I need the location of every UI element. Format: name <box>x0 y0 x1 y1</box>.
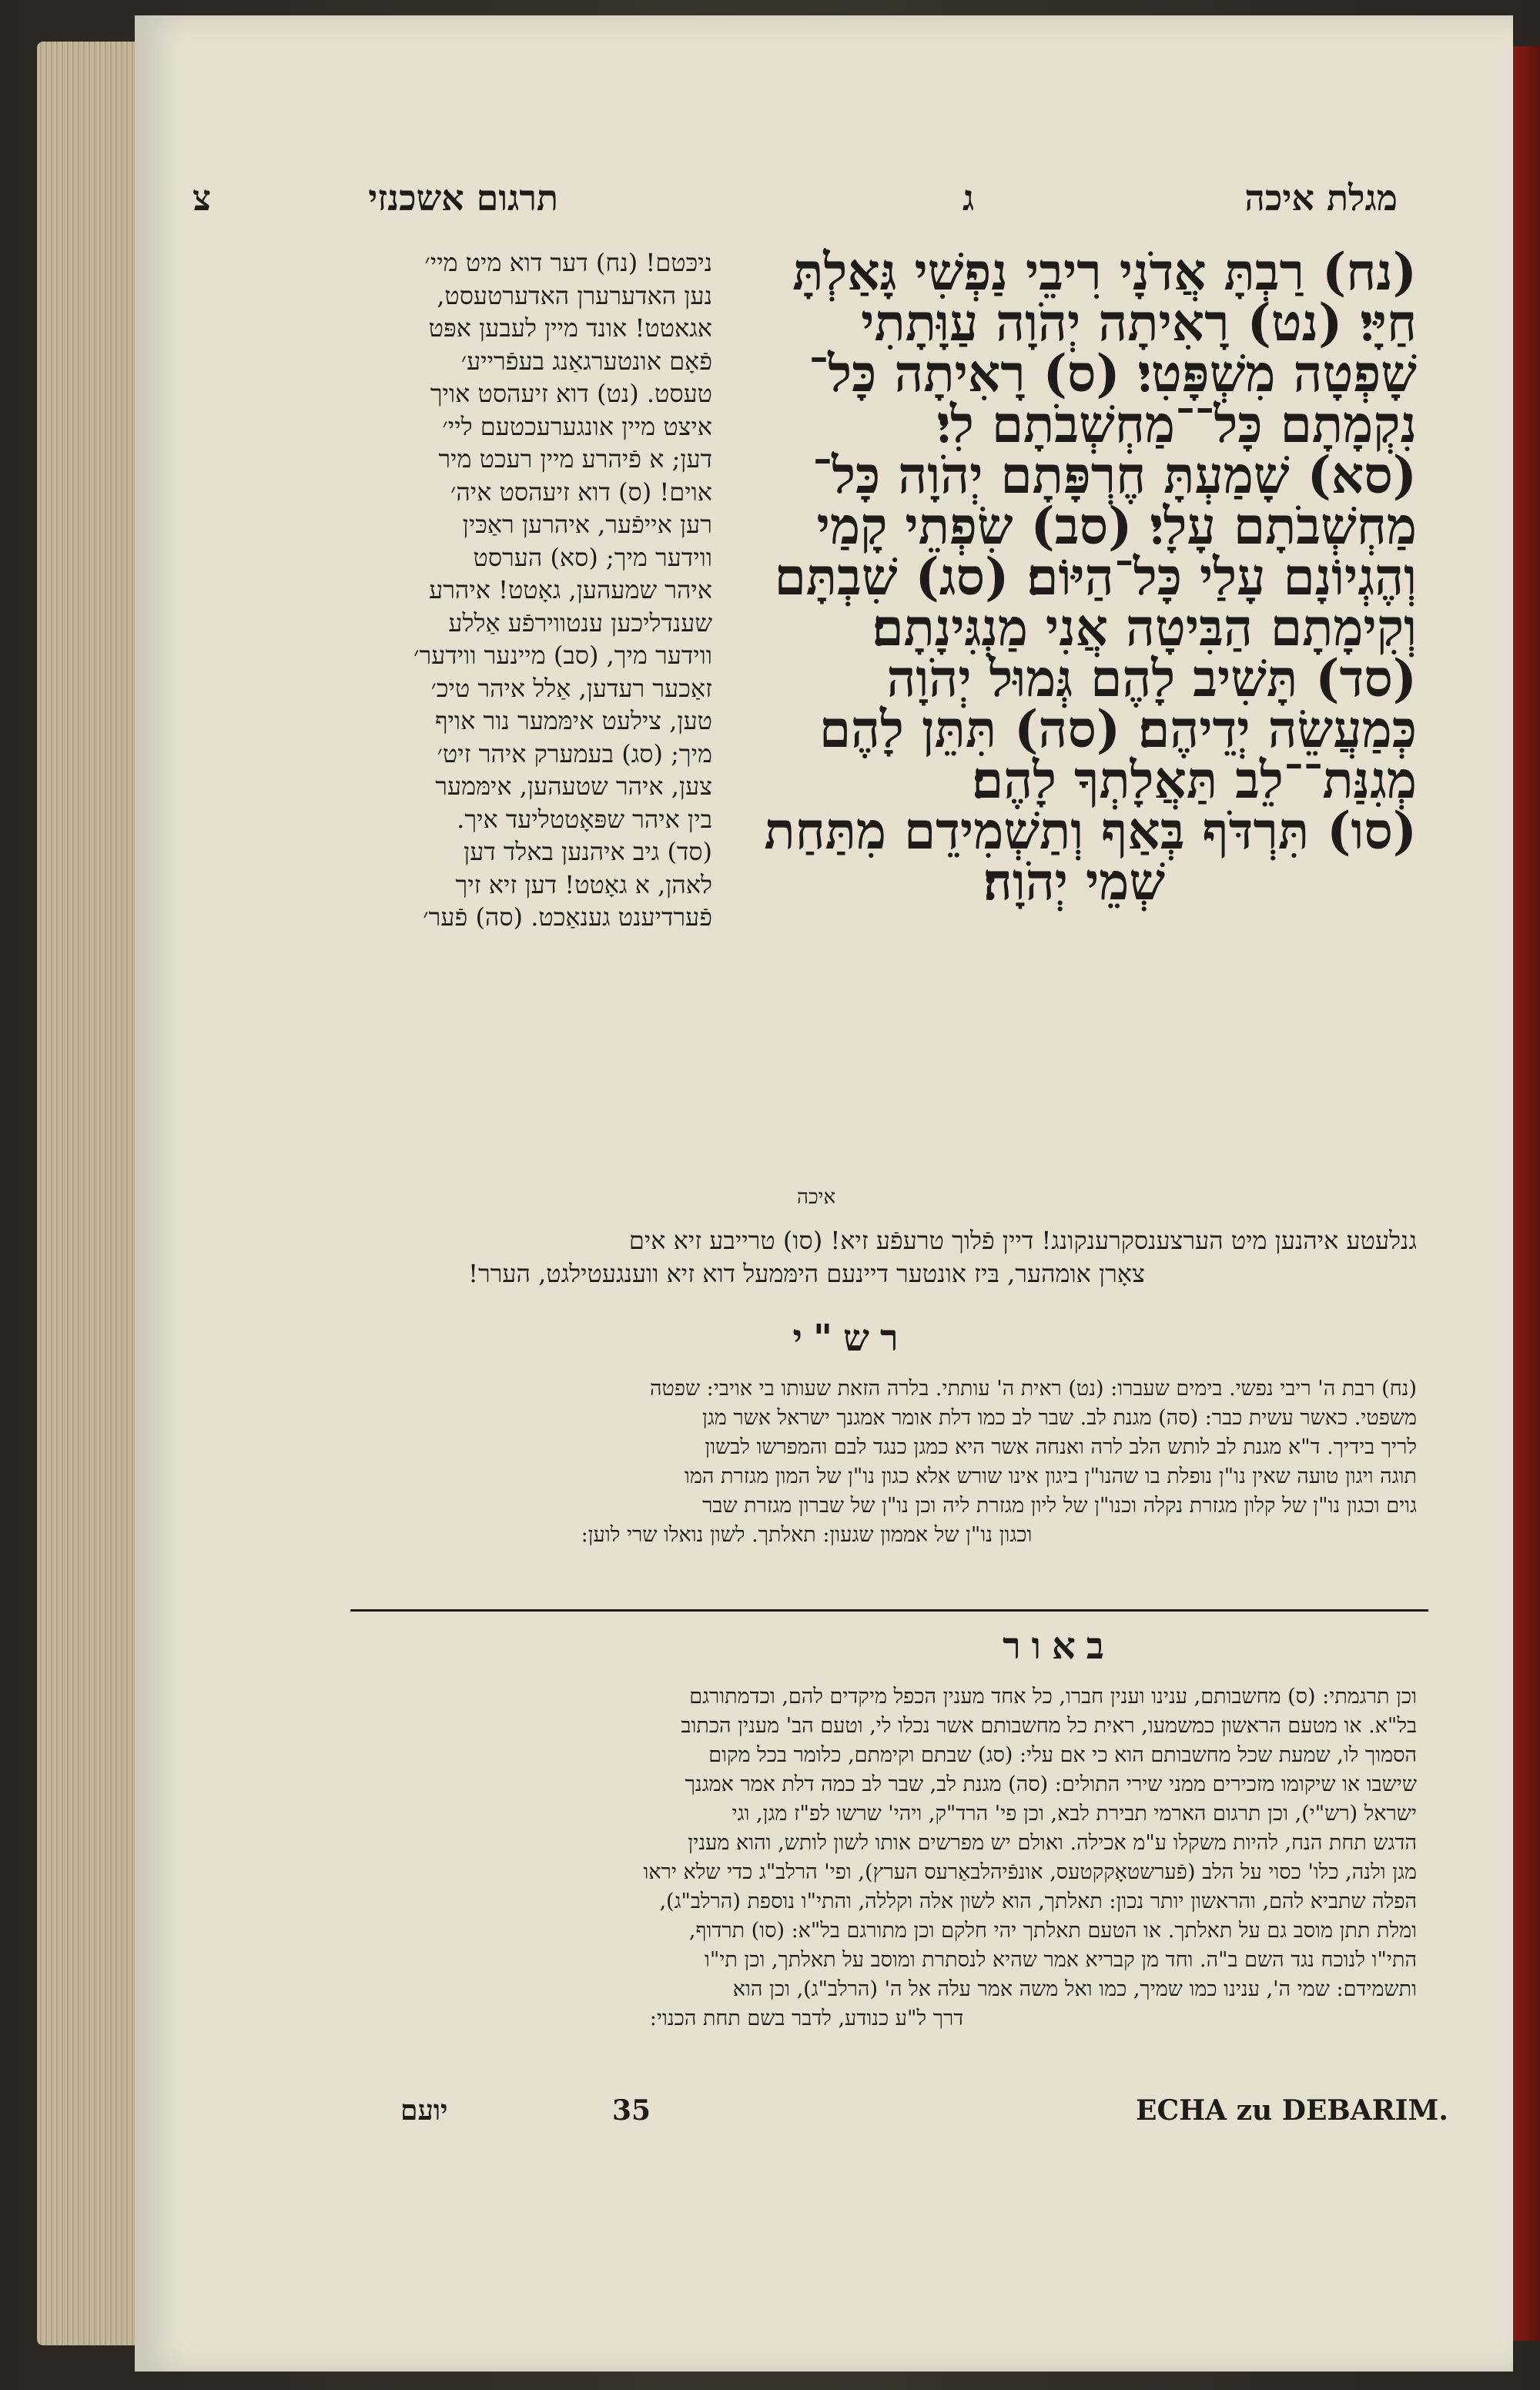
biur-line: ומלת תתן מוסב גם על תאלתך. או הטעם תאלתך יהי חלקם וכן מתורגם בל"א: (סו) תרדוף, <box>688 1919 1417 1943</box>
main-line: (נח) רַבְתָּ אֲדֹנָי רִיבֵי נַפְשִׁי גָּאַלְתָּ <box>792 242 1417 302</box>
biur-title: באור <box>1003 1625 1115 1668</box>
biur-commentary <box>196 1682 1417 2034</box>
header-left <box>196 177 558 219</box>
translation-line: רען אייפֿער, איהרען ראַכּין <box>462 510 712 539</box>
main-line: כְּמַעֲשֵׂה יְדֵיהֶם׃ (סה) תִּתֵּן לָהֶם <box>819 699 1417 759</box>
translation-line: ווידער מיך, (סב) מיינער ווידער׳ <box>413 641 712 670</box>
translation-line: אוים! (ס) דוא זיעהסט איה׳ <box>450 477 712 507</box>
biur-line: הדגש תחת הנח, להיות משקלו ע"מ אכילה. ואולם יש מפרשים אותו לשון לותש, והוא מענין <box>688 1831 1417 1855</box>
book-cover-edge <box>1509 46 1540 2341</box>
biur-line: דרך ל"ע כנודע, לדבר בשם תחת הכנוי: <box>649 2007 964 2030</box>
main-line: נִקְמָתָם כָּל־־מַחְשְׁבֹתָם לִי׃ <box>936 394 1417 454</box>
translation-line: פֿאָם אונטערגאַנג בעפֿרייע׳ <box>460 346 712 376</box>
translation-line: ווידער מיך; (סא) הערסט <box>473 542 712 572</box>
translation-line: לאהן, א גאָטט! דען זיא זיך <box>455 869 712 899</box>
biur-line: ותשמידם: שמי ה', ענינו כמו שמיך, כמו ואל משה אמר עלה אל ה' (הרלב"ג), וכן הוא <box>732 1977 1417 2001</box>
translation-line: בין איהר שפּאָטטליעד איך. <box>457 804 712 834</box>
translation-line: פֿערדיענט גענאַכט. (סה) פֿער׳ <box>423 902 712 932</box>
translation-line: טעסט. (נט) דוא זיעהסט אויך <box>430 379 712 408</box>
biur-line: הפלה שתביא להם, והראשון יותר נכון: תאלתך, הוא לשון אלה וקללה, והתי"ו נוספת (הרלב"ג), <box>659 1890 1417 1913</box>
translation-line: איצט מיין אונגערעכטעם ליי׳ <box>442 411 712 441</box>
main-text-block <box>732 242 1417 912</box>
biur-line: ישראל (רש"י), וכן תרגום הארמי תבירת לבא, וכן פי' הרד"ק, ויהי' שרשו לפ"ז מגן, וגי <box>732 1802 1417 1826</box>
biur-line: מגן ולנה, כלו' כסוי על הלב (פֿערשטאָקקטעס, אונפֿיהלבאַרעס הערץ), ופי' הרלב"ג כדי שלא יראו <box>643 1860 1417 1884</box>
translation-line: אגאטט! אונד מיין לעבען אפּט <box>428 313 712 343</box>
main-line: שְׁמֵי יְהֹוָה׃ <box>983 852 1166 912</box>
translation-line: איהר שמעהען, גאָטט! איהרע <box>429 575 712 604</box>
biur-line: בל"א. או מטעם הראשון כמשמעו, ראית כל מחשבותם אשר נכלו לי, וטעם הב' מענין הכתוב <box>681 1714 1417 1738</box>
book-page <box>135 15 1513 2372</box>
page-edges-stack <box>37 42 137 2345</box>
section-divider <box>350 1609 1428 1612</box>
rashi-commentary <box>196 1374 1417 1550</box>
catchword: איכה <box>797 1186 836 1209</box>
biur-line: התי"ו לנוכח נגד השם ב"ה. וחד מן קבריא אמר שהיא לנסתרת ומוסב על תאלתך, וכן תי"ו <box>704 1948 1417 1972</box>
translation-line: דען; א פֿיהרע מיין רעכט מיר <box>438 444 712 474</box>
main-line: מַחְשְׁבֹתָם עָלָי׃ (סב) שִׂפְתֵי קָמַי <box>816 496 1417 556</box>
header-right-chapter: ג <box>962 177 975 219</box>
rashi-line: משפטי. כאשר עשית כבר: (סה) מגנת לב. שבר לב כמו דלת אומר אמגנך ישראל אשר מגן <box>701 1406 1417 1430</box>
translation-wide-line: צאָרן אומהער, בּיז אונטער דיינעם הימּמעל דוא זיא ווענגעטילגט, הערר! <box>468 1258 1145 1288</box>
main-line: וְקִימָתָם הַבִּיטָה אֲנִי מַנְגִּינָתָם׃ <box>872 598 1417 658</box>
footer-title: ECHA zu DEBARIM. <box>1136 2094 1448 2127</box>
main-line: וְהֶגְיוֹנָם עָלַי כָּל־הַיּוֹם׃ (סג) שִׁבְתָּם <box>774 547 1417 607</box>
rashi-line: לריך בידיך. ד"א מגנת לב לותש הלב לרה ואנחה אשר היא כמגן כנגד לבם והמפרשו לבשון <box>705 1435 1417 1459</box>
translation-line: צען, איהר שטעהען, אימּמער <box>435 772 712 801</box>
rashi-title: רש"י <box>792 1317 909 1360</box>
translation-wide-line: גנלעטע איהנען מיט הערצענסקרענקונג! דיין פֿלוך טרעפֿע זיא! (סו) טרייבע זיא אים <box>628 1226 1417 1255</box>
rashi-line: גוים וכגון נו"ן של קלון מגזרת נקלה וכנו"ן של ליון מגזרת ליה וכן נו"ן של שברון מגזרת שבר <box>702 1494 1417 1518</box>
translation-line: (סד) גיב איהנען באלד דען <box>464 837 712 866</box>
header-left-page: צ <box>192 177 212 219</box>
main-line: חַיָּי׃ (נט) רָאִיתָה יְהֹוָה עַוָּתָתִי <box>861 293 1417 353</box>
main-line: מְגִנַּת־־לֵב תַּאֲלָתְךָ לָהֶם׃ <box>972 750 1417 810</box>
header-left-title: תרגום אשכנזי <box>368 177 558 219</box>
translation-line: שענדליכען ענטווירפֿע אַללע <box>448 608 712 638</box>
translation-line: ניכּטם! (נח) דער דוא מיט מיי׳ <box>424 248 712 277</box>
rashi-line: וכגון נו"ן של אממון שגעון: תאלתך. לשון נואלו שרי לוען: <box>581 1523 1033 1547</box>
biur-line: וכן תרגמתי: (ס) מחשבותם, ענינו וענין חברו, כל אחד מענין הכפל מיקדים להם, וכדמתורגם <box>689 1685 1417 1709</box>
translation-line: מיך; (סג) בעמערק איהר זיט׳ <box>437 738 712 768</box>
translation-wide <box>196 1224 1417 1290</box>
translation-line: זאַכער רעדען, אַלל איהר טיכ׳ <box>430 673 712 703</box>
biur-line: שישבו או שיקומו מזכירים ממני שירי התולים: (סה) מגנת לב, שבר לב כמה דלת אמר אמגנך <box>685 1772 1417 1796</box>
header-right-title: מגלת איכה <box>1244 177 1398 219</box>
translation-column <box>196 246 712 934</box>
rashi-line: תוגה ויגון טועה שאין נו"ן נופלת בו שהנו"ן ביגון אינו שורש אלא כגון נו"ן של המון מגזרת המו <box>685 1464 1417 1488</box>
main-line: (סו) תִּרְדֹּף בְּאַף וְתַשְׁמִידֵם מִתַּחַת <box>764 801 1417 861</box>
footer-signature: יועם <box>400 2094 448 2127</box>
footer-page-number: 35 <box>612 2094 651 2127</box>
biur-line: הסמוך לו, שמעת שכל מחשבותם הוא כי אם עלי: (סג) שבתם וקימתם, כלומר בכל מקום <box>708 1743 1417 1767</box>
translation-line: נען האדערערן האדערטעסט, <box>437 280 712 310</box>
main-line: (סד) תָּשִׁיב לָהֶם גְּמוּל יְהֹוָה <box>886 648 1417 708</box>
translation-line: טען, צילעט אימּמער נור אויף <box>434 706 712 735</box>
main-line: שָׁפְטָה מִשְׁפָּטִי׃ (ס) רָאִיתָה כָּל־ <box>808 343 1417 403</box>
main-line: (סא) שָׁמַעְתָּ חֶרְפָּתָם יְהֹוָה כָּל־ <box>812 445 1417 505</box>
rashi-line: (נח) רבת ה' ריבי נפשי. בימים שעברו: (נט) ראית ה' עותתי. בלרה הזאת שעותו בי אויבי: שפטה <box>650 1377 1417 1401</box>
